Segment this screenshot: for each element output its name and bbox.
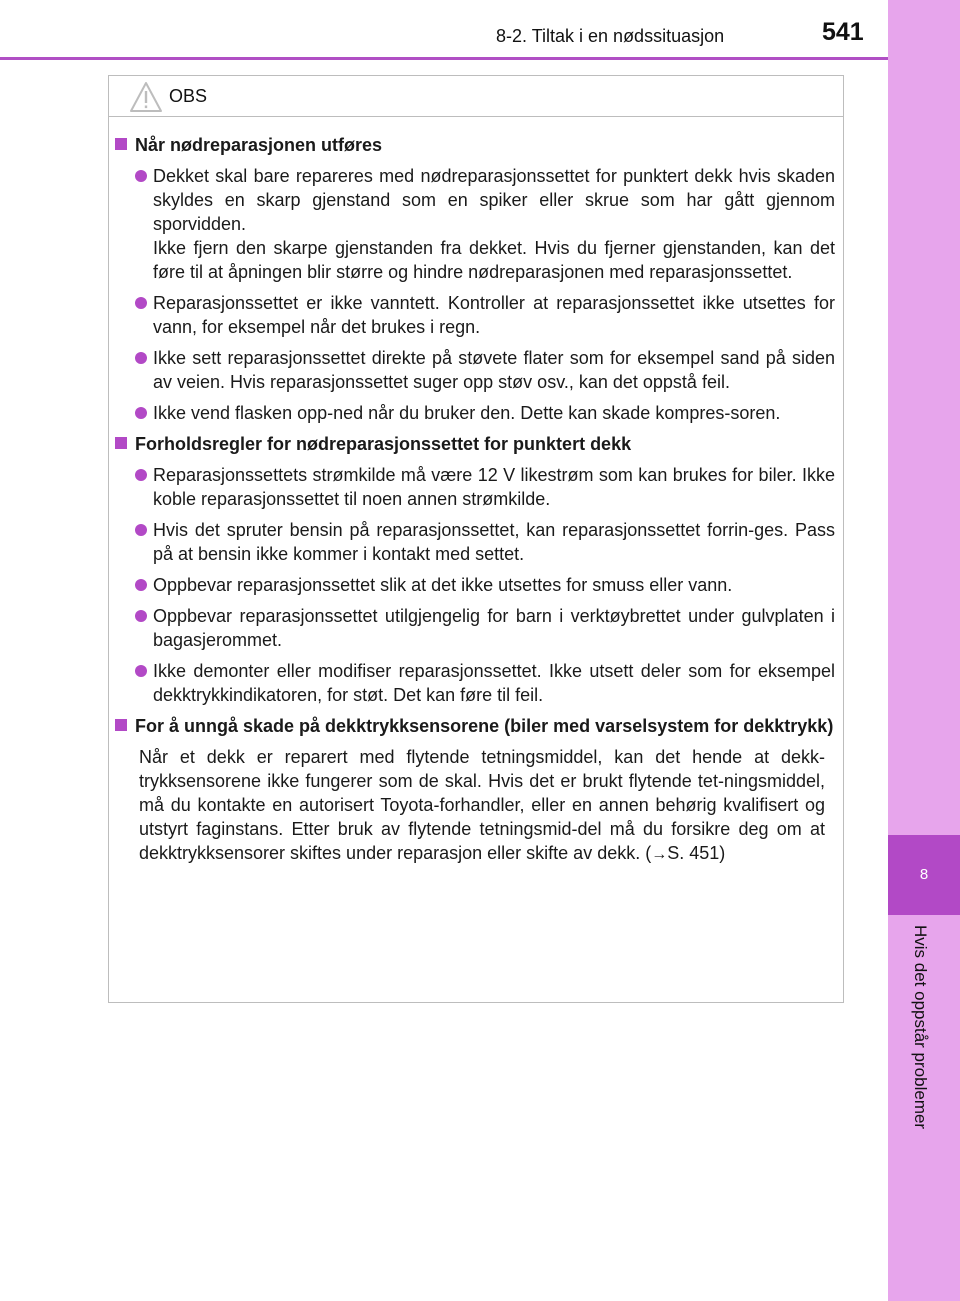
square-bullet-icon xyxy=(115,138,127,150)
bullet-paragraph: Ikke vend flasken opp-ned når du bruker den. Dette kan skade kompres-soren. xyxy=(153,403,781,423)
round-bullet-icon xyxy=(135,407,147,419)
caution-title: OBS xyxy=(169,86,208,106)
header-rule xyxy=(0,57,888,60)
bullet-paragraph: Ikke sett reparasjonssettet direkte på støvete flater som for eksempel sand på siden av veien. Hvis reparasjonssettet suger opp støv osv., kan det oppstå feil. xyxy=(153,348,835,392)
reference-arrow-icon: → xyxy=(651,846,668,863)
round-bullet-icon xyxy=(135,610,147,622)
bullet-paragraph: Dekket skal bare repareres med nødreparasjonssettet for punktert dekk hvis skaden skyldes en skarp gjenstand som en spiker eller skrue som har gått gjennom sporvidden. xyxy=(153,166,835,234)
paragraph-text: Når et dekk er reparert med flytende tetningsmiddel, kan det hende at dekk-trykksensorene ikke fungerer som de skal. Hvis det er brukt flytende tet-ningsmiddel, må du kontakte en autorisert Toyota-forhandler, eller en annen behørig kvalifisert og utstyrt faginstans. Etter bruk av flytende tetningsmid-del må du forsikre deg om at dekktrykksensorer skiftes under reparasjon eller skifte av dekk. ( xyxy=(139,747,825,863)
bullet-paragraph: Oppbevar reparasjonssettet utilgjengelig for barn i verktøybrettet under gulvplaten i bagasjerommet. xyxy=(153,606,835,650)
bullet-paragraph: Ikke demonter eller modifiser reparasjonssettet. Ikke utsett deler som for eksempel dekktrykkindikatoren, for støt. Det kan føre til feil. xyxy=(153,661,835,705)
list-item xyxy=(135,518,835,566)
section-heading: Når nødreparasjonen utføres xyxy=(113,133,835,157)
page-number: 541 xyxy=(822,18,864,46)
list-item xyxy=(135,346,835,394)
list-item xyxy=(135,291,835,339)
caution-box xyxy=(108,75,844,1003)
list-item xyxy=(135,164,835,284)
caution-body xyxy=(109,133,843,867)
section-heading: For å unngå skade på dekktrykksensorene (biler med varselsystem for dekktrykk) xyxy=(113,714,835,738)
list-item xyxy=(135,573,835,597)
square-bullet-icon xyxy=(115,719,127,731)
bullet-paragraph: Reparasjonssettets strømkilde må være 12 V likestrøm som kan brukes for biler. Ikke koble reparasjonssettet til noen annen strømkilde. xyxy=(153,465,835,509)
section-title: 8-2. Tiltak i en nødssituasjon xyxy=(496,26,725,46)
bullet-paragraph: Hvis det spruter bensin på reparasjonssettet, kan reparasjonssettet forrin-ges. Pass på at bensin ikke kommer i kontakt med settet. xyxy=(153,520,835,564)
bullet-paragraph: Oppbevar reparasjonssettet slik at det ikke utsettes for smuss eller vann. xyxy=(153,575,733,595)
round-bullet-icon xyxy=(135,170,147,182)
warning-triangle-icon xyxy=(129,81,163,113)
round-bullet-icon xyxy=(135,665,147,677)
round-bullet-icon xyxy=(135,469,147,481)
round-bullet-icon xyxy=(135,579,147,591)
section-paragraph xyxy=(139,745,825,867)
page-header xyxy=(0,0,888,60)
list-item xyxy=(135,401,835,425)
round-bullet-icon xyxy=(135,524,147,536)
bullet-paragraph: Ikke fjern den skarpe gjenstanden fra dekket. Hvis du fjerner gjenstanden, kan det føre til at åpningen blir større og hindre nødreparasjonen med reparasjonssettet. xyxy=(153,238,835,282)
chapter-title: Hvis det oppstår problemer xyxy=(911,925,930,1130)
round-bullet-icon xyxy=(135,297,147,309)
list-item xyxy=(135,659,835,707)
section-heading: Forholdsregler for nødreparasjonssettet for punktert dekk xyxy=(113,432,835,456)
bullet-paragraph: Reparasjonssettet er ikke vanntett. Kontroller at reparasjonssettet ikke utsettes for vann, for eksempel når det brukes i regn. xyxy=(153,293,835,337)
square-bullet-icon xyxy=(115,437,127,449)
page-reference-link[interactable]: S. 451) xyxy=(667,843,726,863)
list-item xyxy=(135,604,835,652)
caution-header xyxy=(109,76,843,117)
list-item xyxy=(135,463,835,511)
chapter-number: 8 xyxy=(888,835,960,915)
round-bullet-icon xyxy=(135,352,147,364)
